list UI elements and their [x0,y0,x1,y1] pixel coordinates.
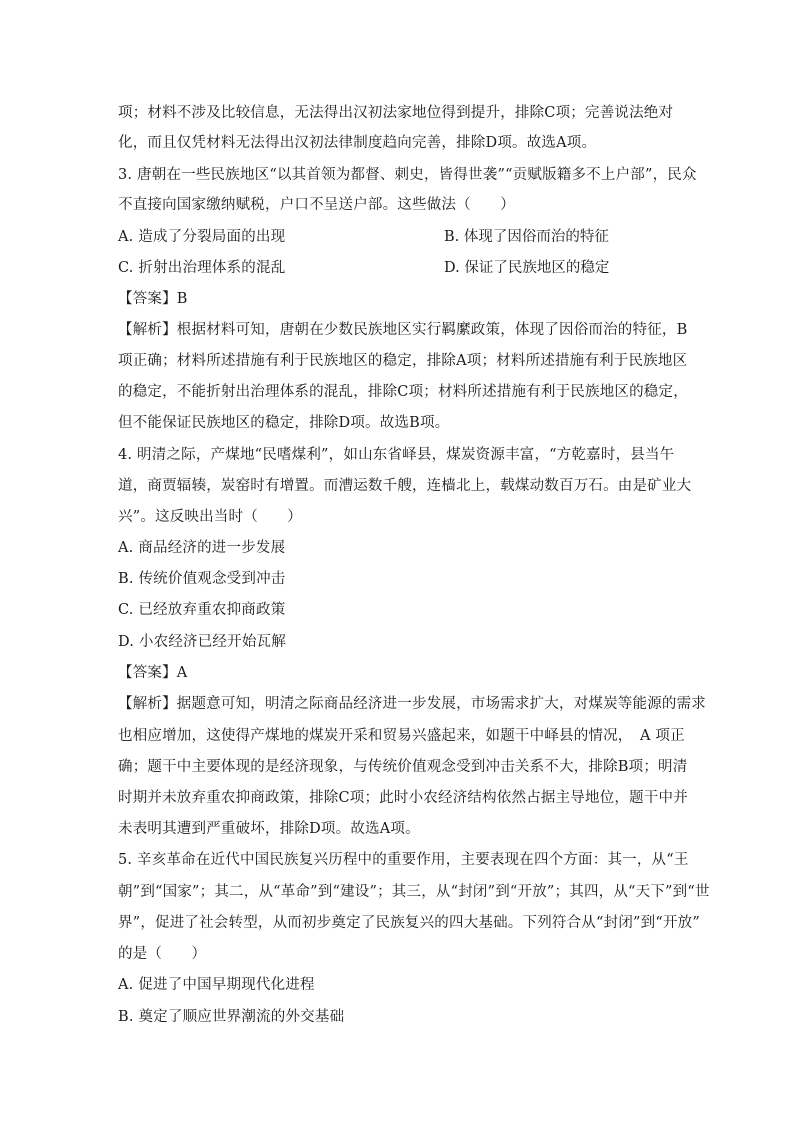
question-4-option-b: B. 传统价值观念受到冲击 [118,571,286,587]
question-4-option-c: C. 已经放弃重农抑商政策 [118,602,286,618]
question-3-analysis: 【解析】根据材料可知，唐朝在少数民族地区实行羁縻政策，体现了因俗而治的特征，B [118,322,688,338]
question-5-stem: 的是（ ） [118,946,207,962]
question-4-analysis: 【解析】据题意可知，明清之际商品经济进一步发展，市场需求扩大，对煤炭等能源的需求 [118,696,706,712]
question-4-option-a: A. 商品经济的进一步发展 [118,540,286,556]
question-3-option-a: A. 造成了分裂局面的出现 [118,229,286,245]
question-3-option-b: B. 体现了因俗而治的特征 [444,229,609,245]
question-3-stem: 3. 唐朝在一些民族地区“以其首领为都督、刺史，皆得世袭”“贡赋版籍多不上户部”，民众 [118,167,697,183]
question-4-analysis: 时期并未放弃重农抑商政策，排除C项；此时小农经济结构依然占据主导地位，题干中并 [118,790,688,806]
question-3-analysis: 项正确；材料所述措施有利于民族地区的稳定，排除A项；材料所述措施有利于民族地区 [118,353,688,369]
question-4-analysis: 未表明其遭到严重破坏，排除D项。故选A项。 [118,821,420,837]
question-3-option-d: D. 保证了民族地区的稳定 [444,260,610,276]
question-5-option-a: A. 促进了中国早期现代化进程 [118,977,315,993]
question-3-stem: 不直接向国家缴纳赋税，户口不呈送户部。这些做法（ ） [118,197,515,213]
question-4-analysis: 也相应增加，这使得产煤地的煤炭开采和贸易兴盛起来，如题干中峄县的情况， A 项正 [118,728,685,744]
question-3-analysis: 但不能保证民族地区的稳定，排除D项。故选B项。 [118,415,450,431]
question-3-analysis: 的稳定，不能折射出治理体系的混乱，排除C项；材料所述措施有利于民族地区的稳定， [118,384,688,400]
question-4-stem: 4. 明清之际，产煤地“民嗜煤利”，如山东省峄县，煤炭资源丰富，“方乾嘉时，县当午 [118,447,675,463]
question-5-stem: 5. 辛亥革命在近代中国民族复兴历程中的重要作用，主要表现在四个方面：其一，从“王 [118,852,689,868]
question-4-stem: 道，商贾辐辏，炭窑时有增置。而漕运数千艘，连樯北上，载煤动数百万石。由是矿业大 [118,478,692,494]
question-5-stem: 界”，促进了社会转型，从而初步奠定了民族复兴的四大基础。下列符合从“封闭”到“开放” [118,915,700,931]
text-line: 项；材料不涉及比较信息，无法得出汉初法家地位得到提升，排除C项；完善说法绝对 [118,105,674,121]
question-4-answer: 【答案】A [118,665,188,681]
text-line: 化，而且仅凭材料无法得出汉初法律制度趋向完善，排除D项。故选A项。 [118,135,597,151]
question-4-analysis: 确；题干中主要体现的是经济现象，与传统价值观念受到冲击关系不大，排除B项；明清 [118,759,688,775]
question-5-stem: 朝”到“国家”；其二，从“革命”到“建设”；其三，从“封闭”到“开放”；其四，从“天下”到“世 [118,884,710,900]
question-4-stem: 兴”。这反映出当时（ ） [118,509,303,525]
question-3-option-c: C. 折射出治理体系的混乱 [118,260,286,276]
question-5-option-b: B. 奠定了顺应世界潮流的外交基础 [118,1009,345,1025]
question-4-option-d: D. 小农经济已经开始瓦解 [118,634,286,650]
question-3-answer: 【答案】B [118,291,188,307]
